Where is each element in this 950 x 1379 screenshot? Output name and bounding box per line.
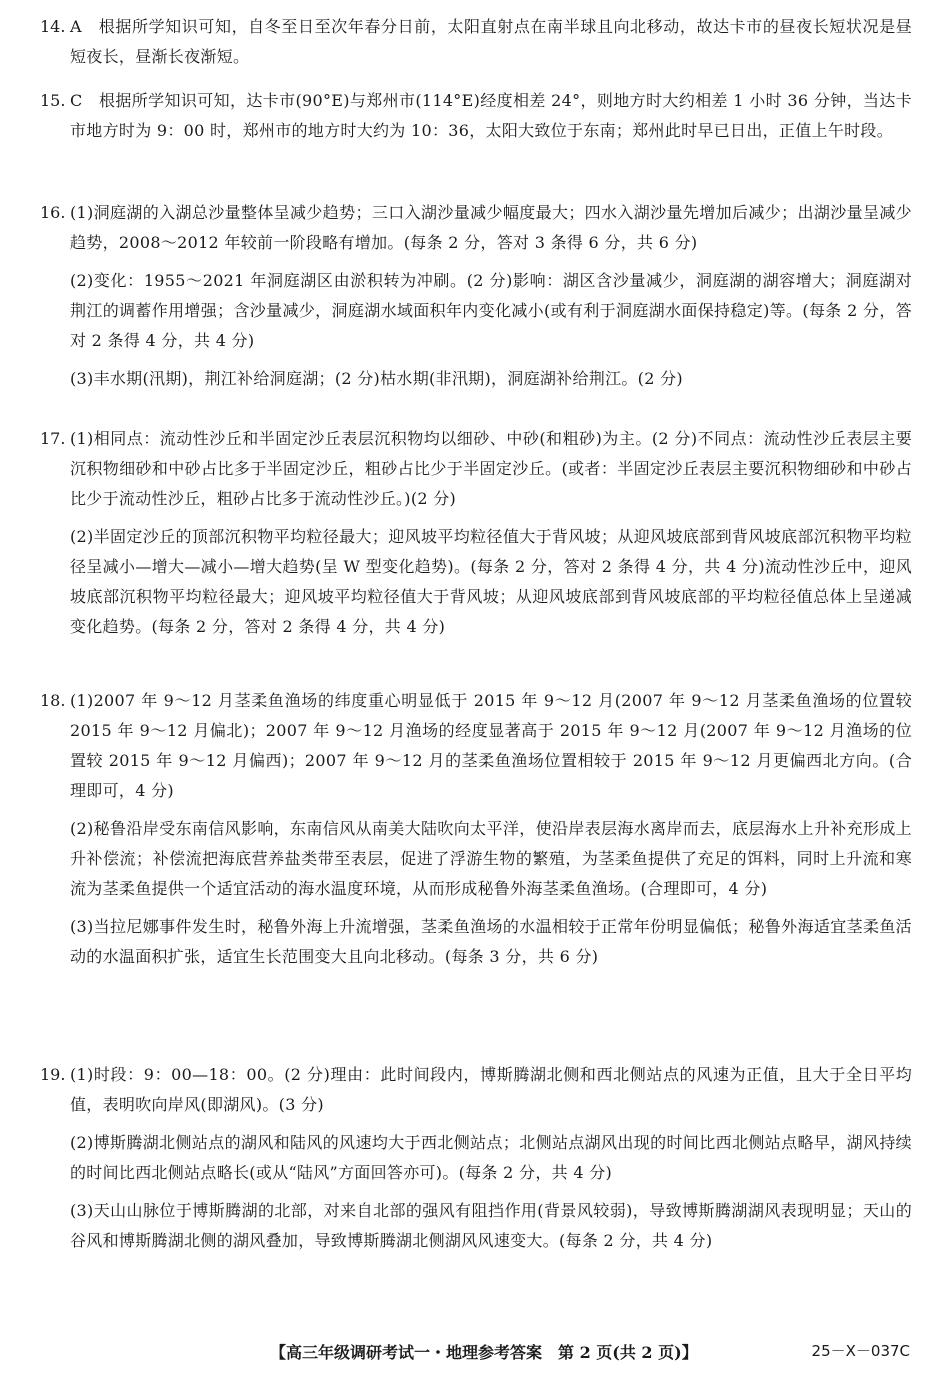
answer-paragraph: A 根据所学知识可知，自冬至日至次年春分日前，太阳直射点在南半球且向北移动，故达卡市的昼夜长短状况是昼短夜长，昼渐长夜渐短。	[70, 17, 912, 66]
answer-17	[40, 424, 912, 650]
answer-number: 19.	[40, 1065, 66, 1084]
page-footer	[0, 1340, 950, 1364]
answer-paragraph: (2)半固定沙丘的顶部沉积物平均粒径最大；迎风坡平均粒径值大于背风坡；从迎风坡底部到背风坡底部沉积物平均粒径呈减小—增大—减小—增大趋势(呈 W 型变化趋势)。(每条 2 分，答对 2 条得 4 分，共 4 分)流动性沙丘中，迎风坡底部沉积物平均粒径最大；迎风坡平均粒径值大于背风坡；从迎风坡底部到背风坡底部的平均粒径值总体上呈递减变化趋势。(每条 2 分，答对 2 条得 4 分，共 4 分)	[70, 527, 912, 636]
answer-paragraph: (3)丰水期(汛期)，荆江补给洞庭湖；(2 分)枯水期(非汛期)，洞庭湖补给荆江。(2 分)	[70, 369, 683, 388]
answer-number: 17.	[40, 429, 66, 448]
answer-15	[40, 86, 912, 154]
answer-paragraph: (1)相同点：流动性沙丘和半固定沙丘表层沉积物均以细砂、中砂(和粗砂)为主。(2 分)不同点：流动性沙丘表层主要沉积物细砂和中砂占比多于半固定沙丘，粗砂占比少于半固定沙丘。(或者：半固定沙丘表层主要沉积物细砂和中砂占比少于流动性沙丘，粗砂占比多于流动性沙丘。)(2 分)	[70, 429, 912, 508]
answer-19	[40, 1060, 912, 1264]
answer-paragraph: (1)洞庭湖的入湖总沙量整体呈减少趋势；三口入湖沙量减少幅度最大；四水入湖沙量先增加后减少；出湖沙量呈减少趋势，2008～2012 年较前一阶段略有增加。(每条 2 分，答对 3 条得 6 分，共 6 分)	[70, 203, 912, 252]
answer-number: 16.	[40, 203, 66, 222]
answer-paragraph: (1)时段：9：00—18：00。(2 分)理由：此时间段内，博斯腾湖北侧和西北侧站点的风速为正值，且大于全日平均值，表明吹向岸风(即湖风)。(3 分)	[70, 1065, 912, 1114]
answer-paragraph: (2)变化：1955～2021 年洞庭湖区由淤积转为冲刷。(2 分)影响：湖区含沙量减少，洞庭湖的湖容增大；洞庭湖对荆江的调蓄作用增强；含沙量减少，洞庭湖水域面积年内变化减小(或有利于洞庭湖水面保持稳定)等。(每条 2 分，答对 2 条得 4 分，共 4 分)	[70, 271, 912, 350]
footer-code: 25－X－037C	[811, 1342, 910, 1360]
footer-title: 【高三年级调研考试一・地理参考答案 第 2 页(共 2 页)】	[270, 1343, 698, 1362]
answer-18	[40, 686, 912, 980]
answer-number: 15.	[40, 91, 66, 110]
answer-paragraph: C 根据所学知识可知，达卡市(90°E)与郑州市(114°E)经度相差 24°，则地方时大约相差 1 小时 36 分钟，当达卡市地方时为 9：00 时，郑州市的地方时大约为 10：36，太阳大致位于东南；郑州此时早已日出，正值上午时段。	[70, 91, 912, 140]
answer-number: 14.	[40, 17, 66, 36]
answer-16	[40, 198, 912, 402]
answer-number: 18.	[40, 691, 66, 710]
answer-14	[40, 12, 912, 80]
answer-paragraph: (2)博斯腾湖北侧站点的湖风和陆风的风速均大于西北侧站点；北侧站点湖风出现的时间比西北侧站点略早，湖风持续的时间比西北侧站点略长(或从“陆风”方面回答亦可)。(每条 2 分，共 4 分)	[70, 1133, 912, 1182]
answer-paragraph: (2)秘鲁沿岸受东南信风影响，东南信风从南美大陆吹向太平洋，使沿岸表层海水离岸而去，底层海水上升补充形成上升补偿流；补偿流把海底营养盐类带至表层，促进了浮游生物的繁殖，为茎柔鱼提供了充足的饵料，同时上升流和寒流为茎柔鱼提供一个适宜活动的海水温度环境，从而形成秘鲁外海茎柔鱼渔场。(合理即可，4 分)	[70, 819, 912, 898]
answer-paragraph: (3)天山山脉位于博斯腾湖的北部，对来自北部的强风有阻挡作用(背景风较弱)，导致博斯腾湖湖风表现明显；天山的谷风和博斯腾湖北侧的湖风叠加，导致博斯腾湖北侧湖风风速变大。(每条 2 分，共 4 分)	[70, 1201, 912, 1250]
answer-paragraph: (3)当拉尼娜事件发生时，秘鲁外海上升流增强，茎柔鱼渔场的水温相较于正常年份明显偏低；秘鲁外海适宜茎柔鱼活动的水温面积扩张，适宜生长范围变大且向北移动。(每条 3 分，共 6 分)	[70, 917, 912, 966]
answer-paragraph: (1)2007 年 9～12 月茎柔鱼渔场的纬度重心明显低于 2015 年 9～12 月(2007 年 9～12 月茎柔鱼渔场的位置较 2015 年 9～12 月偏北)；2007 年 9～12 月渔场的经度显著高于 2015 年 9～12 月(2007 年 9～12 月渔场的位置较 2015 年 9～12 月偏西)；2007 年 9～12 月的茎柔鱼渔场位置相较于 2015 年 9～12 月更偏西北方向。(合理即可，4 分)	[70, 691, 912, 800]
